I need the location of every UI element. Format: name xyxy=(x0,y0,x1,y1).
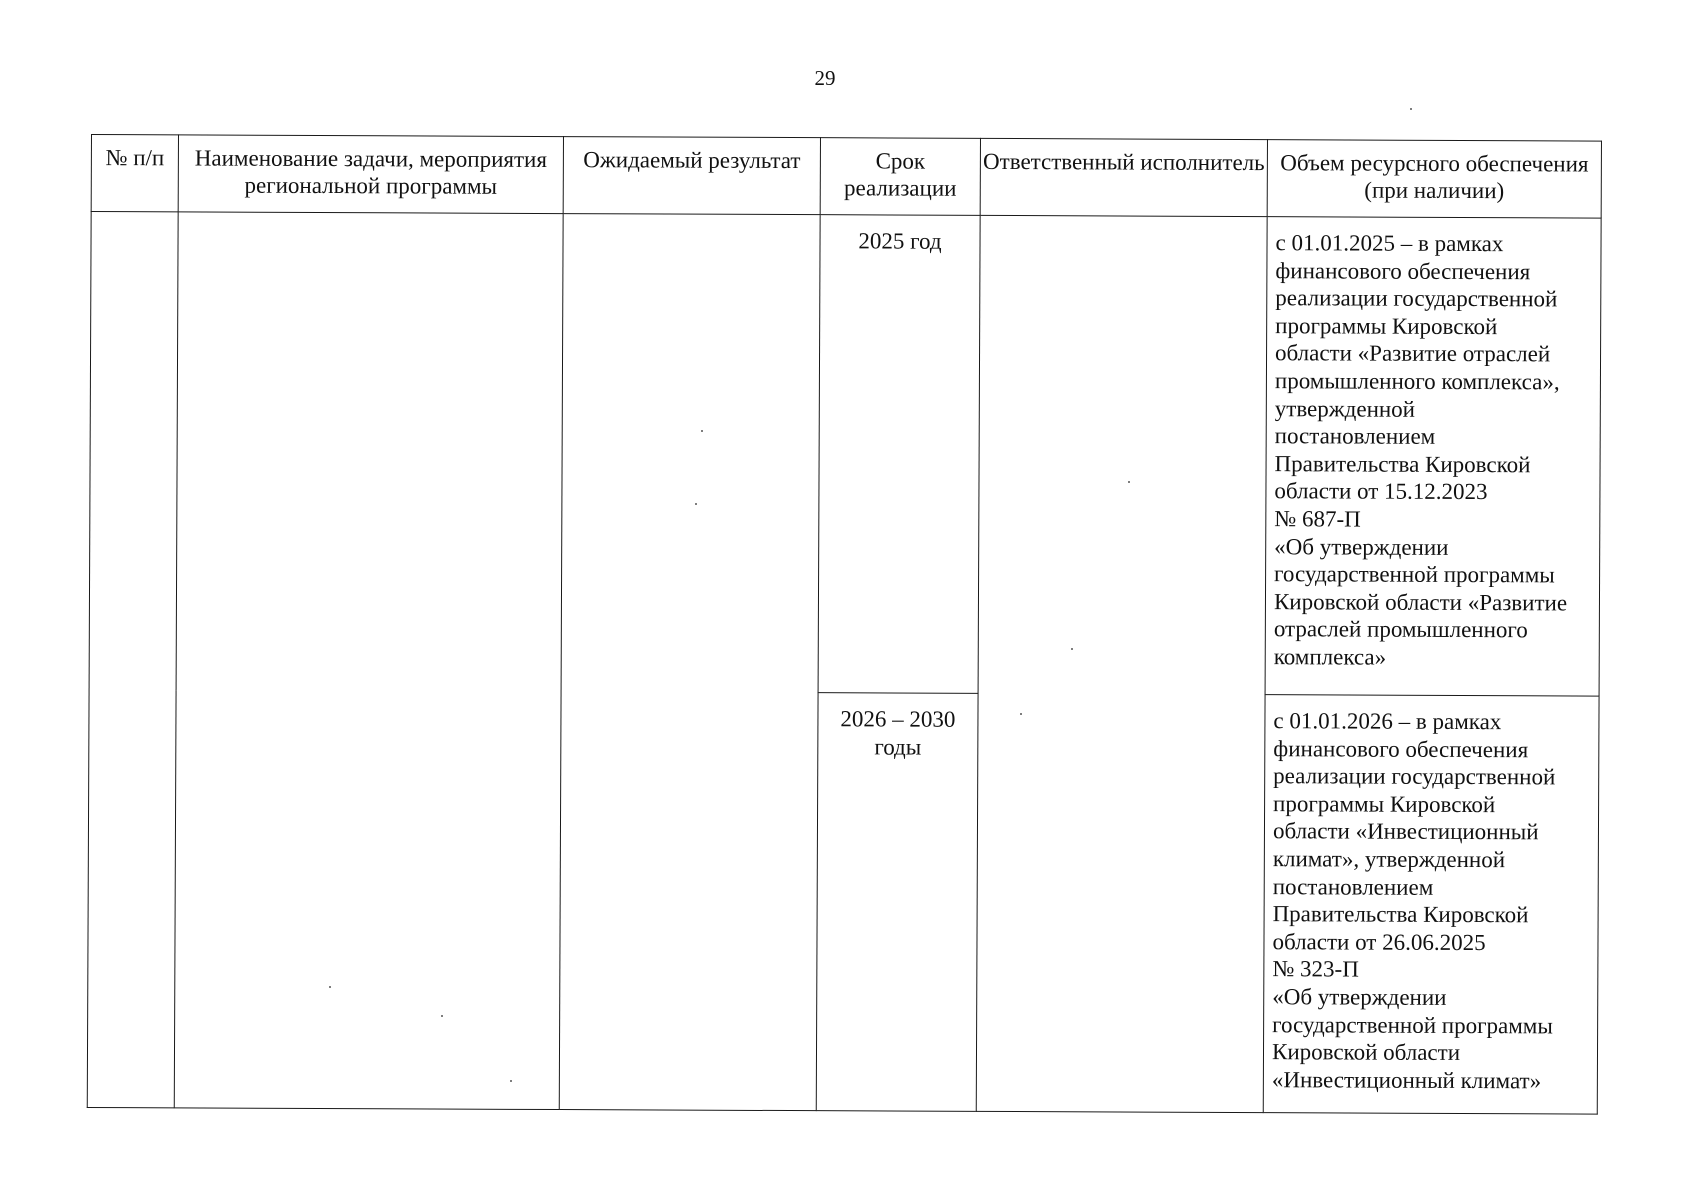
header-row xyxy=(91,135,1601,219)
header-name xyxy=(178,135,563,214)
table-body xyxy=(87,212,1601,1115)
resources-text xyxy=(1274,229,1595,672)
scan-speck xyxy=(695,503,697,505)
header-executor-text: Ответственный исполнитель xyxy=(983,148,1265,176)
resources-line: реализации государственной xyxy=(1275,285,1558,312)
scan-speck xyxy=(329,986,331,988)
scan-speck xyxy=(1020,713,1022,715)
resources-line: отраслей промышленного xyxy=(1273,616,1528,643)
resources-line: Правительства Кировской xyxy=(1274,450,1531,478)
resources-line: области «Инвестиционный xyxy=(1272,818,1539,845)
resources-line: климат», утвержденной xyxy=(1272,846,1506,873)
resources-line: реализации государственной xyxy=(1273,763,1556,790)
cell-term-2025 xyxy=(818,215,980,694)
scan-speck xyxy=(1128,481,1130,483)
resources-line: области от 15.12.2023 xyxy=(1274,478,1488,505)
scan-speck xyxy=(510,1080,512,1082)
resources-line: утвержденной xyxy=(1274,395,1416,422)
resources-line: комплекса» xyxy=(1273,644,1387,670)
header-name-text: Наименование задачи, мероприятия региональной программы xyxy=(194,145,547,199)
header-result xyxy=(563,137,820,215)
scan-speck xyxy=(441,1015,443,1017)
resources-line: с 01.01.2026 – в рамках xyxy=(1273,708,1502,735)
resources-line: финансового обеспечения xyxy=(1275,257,1531,284)
scan-speck xyxy=(1410,108,1412,110)
header-num xyxy=(91,135,178,212)
resources-line: области от 26.06.2025 xyxy=(1272,928,1486,955)
resources-line: постановлением xyxy=(1274,423,1436,450)
resources-line: Кировской области xyxy=(1271,1039,1461,1066)
resources-line: финансового обеспечения xyxy=(1273,735,1529,762)
resources-line: «Об утверждении xyxy=(1274,533,1449,560)
resources-line: государственной программы xyxy=(1272,1011,1553,1038)
cell-term-2026-2030 xyxy=(816,693,978,1112)
resources-line: Правительства Кировской xyxy=(1272,901,1529,928)
scan-speck xyxy=(701,430,703,432)
header-executor xyxy=(980,138,1267,216)
resources-line: программы Кировской xyxy=(1275,312,1498,339)
resources-line: программы Кировской xyxy=(1273,790,1496,817)
resources-line: промышленного комплекса», xyxy=(1274,368,1560,395)
cell-resources-2025 xyxy=(1265,217,1601,696)
term-text: 2025 год xyxy=(858,228,942,254)
resources-line: «Инвестиционный климат» xyxy=(1271,1066,1542,1094)
program-table xyxy=(87,134,1602,1115)
resources-line: № 323-П xyxy=(1272,956,1359,982)
cell-num xyxy=(87,212,178,1108)
document-table-wrapper xyxy=(87,134,1601,1115)
table-row xyxy=(89,212,1601,697)
header-term xyxy=(820,138,980,216)
term-text: 2026 – 2030 годы xyxy=(840,706,956,760)
cell-result xyxy=(559,214,820,1111)
header-resources-text: Объем ресурсного обеспечения (при наличии) xyxy=(1280,150,1589,204)
cell-name xyxy=(174,212,563,1110)
scan-speck xyxy=(1071,648,1073,650)
resources-line: области «Развитие отраслей xyxy=(1275,340,1551,367)
table-header xyxy=(91,135,1601,219)
header-result-text: Ожидаемый результат xyxy=(583,147,801,174)
resources-line: государственной программы xyxy=(1274,561,1555,588)
resources-line: «Об утверждении xyxy=(1272,984,1447,1010)
resources-line: Кировской области «Развитие xyxy=(1273,588,1568,616)
resources-text xyxy=(1272,707,1593,1095)
cell-resources-2026 xyxy=(1263,695,1599,1114)
header-term-text: Срок реализации xyxy=(844,148,957,201)
resources-line: с 01.01.2025 – в рамках xyxy=(1275,230,1504,257)
cell-executor xyxy=(976,215,1267,1112)
page-number: 29 xyxy=(814,66,836,90)
header-resources xyxy=(1267,140,1601,218)
resources-line: № 687-П xyxy=(1274,506,1361,532)
header-num-text: № п/п xyxy=(105,145,165,171)
resources-line: постановлением xyxy=(1272,873,1434,900)
